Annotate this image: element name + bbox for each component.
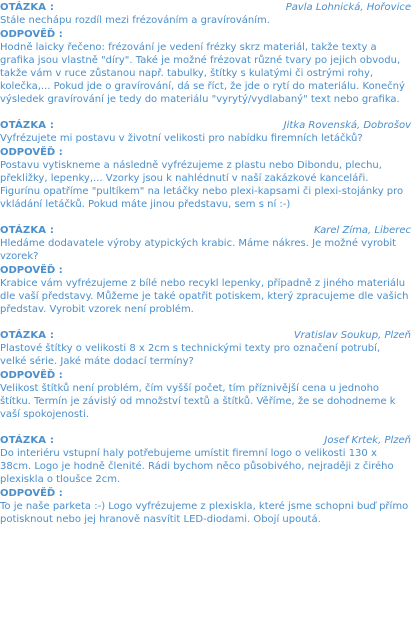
answer-text: Velikost štítků není problém, čím vyšší počet, tím příznivější cena u jednoho štítku. Termín je závislý od množství textů a štítků. Věříme, že se dohodneme k vaší spokojenosti. [0,383,396,420]
answer-label: ODPOVĚĎ : [0,29,63,40]
faq-list [0,1,416,526]
faq-item [0,434,413,526]
question-text: Do interiéru vstupní haly potřebujeme umístit firemní logo o velikosti 130 x 38cm. Logo je hodně členité. Rádi bychom něco působivého, nejraději z čirého plexiskla o tloušce 2cm. [0,448,394,485]
question-header [0,329,413,342]
answer-text: Krabice vám vyfrézujeme z bílé nebo recykl lepenky, případně z jiného materiálu dle vaší představy. Můžeme je také opatřit potiskem, který zpracujeme dle vašich představ. Vyrobit vzorek není problém. [0,278,409,315]
faq-item [0,224,413,316]
question-text: Stále nechápu rozdíl mezi frézováním a gravírováním. [0,15,270,26]
answer-text: To je naše parketa :-) Logo vyfrézujeme z plexiskla, které jsme schopni buď přímo potisknout nebo jej hranově nasvítit LED-diodami. Obojí upoutá. [0,501,409,525]
question-label: OTÁZKA : [0,2,55,13]
question-author: Josef Krtek, Plzeň [324,435,411,446]
answer-label: ODPOVĚĎ : [0,147,63,158]
question-label: OTÁZKA : [0,330,55,341]
question-author: Vratislav Soukup, Plzeň [293,330,411,341]
question-author: Jitka Rovenská, Dobrošov [283,120,411,131]
faq-item [0,1,413,106]
answer-label: ODPOVĚĎ : [0,488,63,499]
answer-text: Postavu vytiskneme a následně vyfrézujeme z plastu nebo Dibondu, plechu, překližky, lepenky,... Vzorky jsou k nahlédnutí v naší zakázkové kanceláři. Figurínu opatříme "pultíkem" na letáčky nebo plexi-kapsami či plexi-stojánky pro vkládání letáčků. Pokud máte jinou představu, sem s ní :-) [0,160,404,210]
answer-text: Hodně laicky řečeno: frézování je vedení frézky skrz materiál, takže texty a grafika jsou vlastně "díry". Také je možné frézovat různé tvary po jejich obvodu, takže vám v ruce zůstanou např. tabulky, štítky s kulatými či ostrými rohy, kolečka,... Pokud jde o gravírování, dá se říct, že jde o rytí do materiálu. Konečný výsledek gravírování je tedy do materiálu "vyrytý/vydlabaný" text nebo grafika. [0,42,405,105]
question-text: Hledáme dodavatele výroby atypických krabic. Máme nákres. Je možné vyrobit vzorek? [0,238,397,262]
question-text: Plastové štítky o velikosti 8 x 2cm s technickými texty pro označení potrubí, velké série. Jaké máte dodací termíny? [0,343,381,367]
question-label: OTÁZKA : [0,225,55,236]
question-author: Pavla Lohnická, Hořovice [285,2,411,13]
question-text: Vyfrézujete mi postavu v životní velikosti pro nabídku firemních letáčků? [0,133,363,144]
question-author: Karel Zíma, Liberec [313,225,411,236]
faq-item [0,329,413,421]
answer-label: ODPOVĚĎ : [0,370,63,381]
question-header [0,119,413,132]
question-header [0,1,413,14]
question-header [0,224,413,237]
question-header [0,434,413,447]
faq-item [0,119,413,211]
question-label: OTÁZKA : [0,435,55,446]
answer-label: ODPOVĚĎ : [0,265,63,276]
question-label: OTÁZKA : [0,120,55,131]
